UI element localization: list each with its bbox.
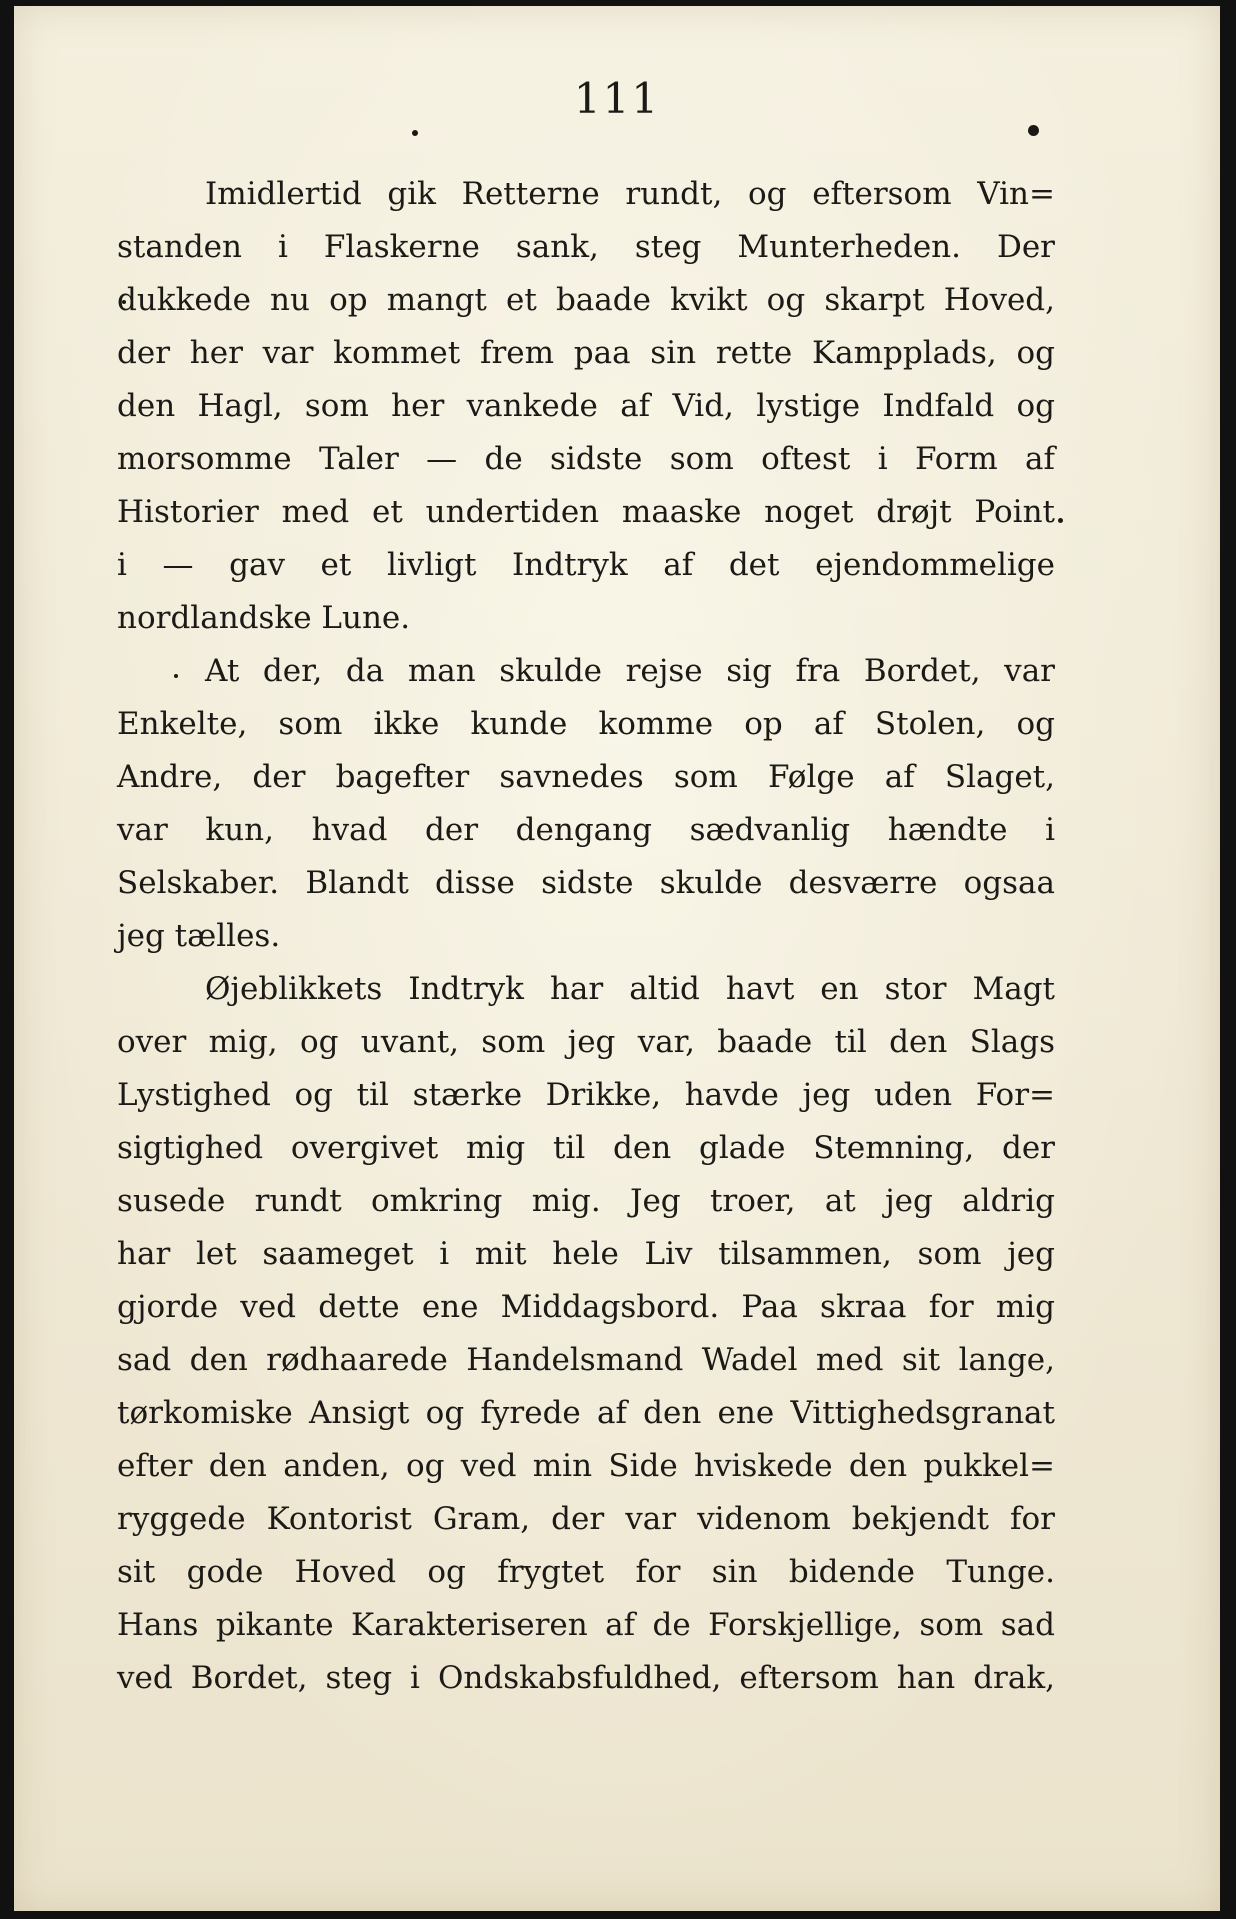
text-line: Historier med et undertiden maaske noget drøjt Point [117, 494, 1055, 530]
text-line: sigtighed overgivet mig til den glade Stemning, der [117, 1130, 1055, 1166]
body-text [117, 168, 1055, 1705]
text-line: var kun, hvad der dengang sædvanlig hændte i [117, 812, 1055, 848]
text-line: sit gode Hoved og frygtet for sin bidende Tunge. [117, 1554, 1055, 1590]
text-line: gjorde ved dette ene Middagsbord. Paa skraa for mig [117, 1289, 1055, 1325]
paragraph-2 [117, 645, 1055, 963]
paragraph-1 [117, 168, 1055, 645]
text-line: i — gav et livligt Indtryk af det ejendommelige [117, 547, 1055, 583]
text-line: Andre, der bagefter savnedes som Følge af Slaget, [117, 759, 1055, 795]
print-speck [1058, 518, 1063, 523]
text-line: tørkomiske Ansigt og fyrede af den ene Vittighedsgranat [117, 1395, 1055, 1431]
text-line: der her var kommet frem paa sin rette Kampplads, og [117, 335, 1055, 371]
text-line: Enkelte, som ikke kunde komme op af Stolen, og [117, 706, 1055, 742]
text-line: susede rundt omkring mig. Jeg troer, at jeg aldrig [117, 1183, 1055, 1219]
paragraph-3 [117, 963, 1055, 1705]
text-line: Imidlertid gik Retterne rundt, og eftersom Vin= [205, 176, 1055, 212]
text-line: dukkede nu op mangt et baade kvikt og skarpt Hoved, [117, 282, 1055, 318]
text-line: har let saameget i mit hele Liv tilsammen, som jeg [117, 1236, 1055, 1272]
print-speck [412, 130, 418, 136]
text-line: nordlandske Lune. [117, 600, 411, 636]
text-line: den Hagl, som her vankede af Vid, lystige Indfald og [117, 388, 1055, 424]
text-line: standen i Flaskerne sank, steg Munterheden. Der [117, 229, 1055, 265]
print-speck [1028, 125, 1039, 136]
text-line: ryggede Kontorist Gram, der var videnom bekjendt for [117, 1501, 1055, 1537]
text-line: Hans pikante Karakteriseren af de Forskjellige, som sad [117, 1607, 1055, 1643]
text-line: sad den rødhaarede Handelsmand Wadel med sit lange, [117, 1342, 1055, 1378]
text-line: morsomme Taler — de sidste som oftest i Form af [117, 441, 1055, 477]
text-line: efter den anden, og ved min Side hviskede den pukkel= [117, 1448, 1055, 1484]
book-page [14, 6, 1220, 1911]
text-line: Lystighed og til stærke Drikke, havde jeg uden For= [117, 1077, 1055, 1113]
text-line: At der, da man skulde rejse sig fra Bordet, var [205, 653, 1055, 689]
text-line: ved Bordet, steg i Ondskabsfuldhed, eftersom han drak, [117, 1660, 1055, 1696]
text-line: Selskaber. Blandt disse sidste skulde desværre ogsaa [117, 865, 1055, 901]
text-line: over mig, og uvant, som jeg var, baade til den Slags [117, 1024, 1055, 1060]
text-line: Øjeblikkets Indtryk har altid havt en stor Magt [205, 971, 1055, 1007]
page-number: 111 [573, 74, 661, 123]
text-line: jeg tælles. [117, 918, 281, 954]
